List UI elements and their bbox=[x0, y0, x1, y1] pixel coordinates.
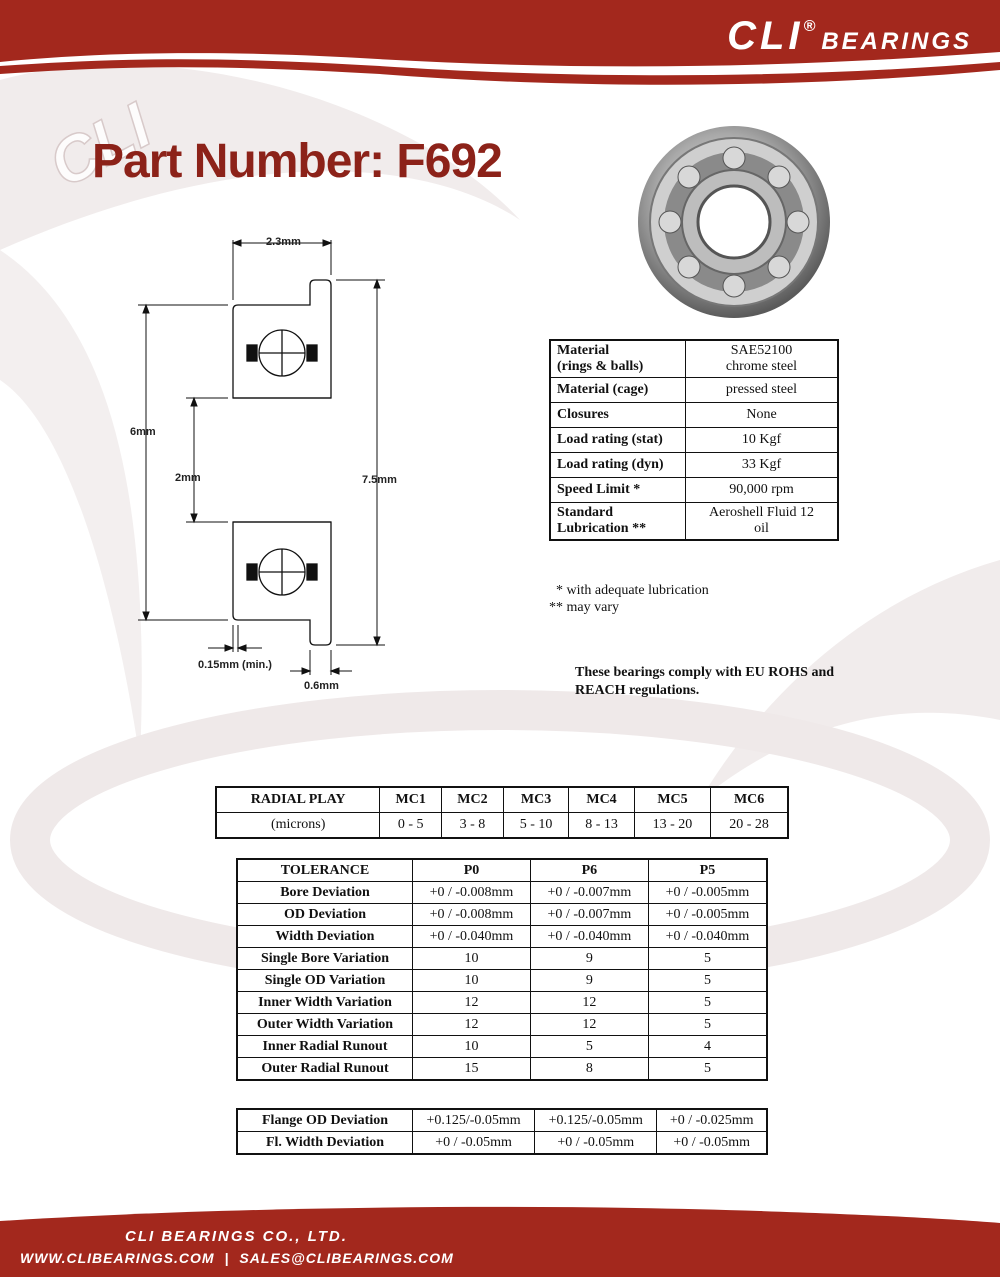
footer-website-link[interactable]: WWW.CLIBEARINGS.COM bbox=[20, 1250, 215, 1266]
spec-value: None bbox=[686, 403, 839, 428]
spec-key: Material (cage) bbox=[550, 378, 686, 403]
tolerance-value: +0 / -0.008mm bbox=[413, 882, 531, 904]
radial-play-value-cell: (microns) bbox=[216, 813, 380, 839]
dim-chamfer: 0.15mm (min.) bbox=[198, 659, 272, 671]
brand-name: CLI bbox=[727, 14, 804, 58]
tolerance-row bbox=[237, 948, 767, 970]
radial-play-value-cell: 20 - 28 bbox=[711, 813, 788, 839]
dim-flange-diameter: 7.5mm bbox=[362, 474, 397, 486]
tolerance-value: +0 / -0.040mm bbox=[530, 926, 648, 948]
spec-key: Load rating (dyn) bbox=[550, 453, 686, 478]
flange-tolerance-table bbox=[236, 1108, 768, 1155]
page-title: Part Number: F692 bbox=[92, 135, 502, 188]
spec-row bbox=[550, 378, 838, 403]
tolerance-row bbox=[237, 1014, 767, 1036]
spec-row bbox=[550, 503, 838, 541]
radial-play-header-cell: MC3 bbox=[503, 787, 568, 813]
tolerance-row bbox=[237, 992, 767, 1014]
dim-bore: 2mm bbox=[175, 472, 201, 484]
radial-play-header-cell: MC2 bbox=[442, 787, 504, 813]
spec-value: 33 Kgf bbox=[686, 453, 839, 478]
tolerance-value: 12 bbox=[413, 992, 531, 1014]
radial-play-header-cell: MC6 bbox=[711, 787, 788, 813]
tolerance-value: +0 / -0.05mm bbox=[657, 1132, 767, 1155]
registered-mark: ® bbox=[803, 18, 816, 35]
note-may-vary: ** may vary bbox=[549, 600, 619, 615]
tolerance-value: +0 / -0.008mm bbox=[413, 904, 531, 926]
radial-play-header-cell: RADIAL PLAY bbox=[216, 787, 380, 813]
tolerance-value: +0.125/-0.05mm bbox=[413, 1109, 535, 1132]
tolerance-value: 5 bbox=[530, 1036, 648, 1058]
radial-play-header-cell: MC5 bbox=[634, 787, 710, 813]
flange-tolerance-row bbox=[237, 1132, 767, 1155]
tolerance-header-cell: P5 bbox=[648, 859, 767, 882]
tolerance-value: +0 / -0.005mm bbox=[648, 904, 767, 926]
tolerance-value: 5 bbox=[648, 1014, 767, 1036]
tolerance-value: 5 bbox=[648, 992, 767, 1014]
spec-row bbox=[550, 478, 838, 503]
tolerance-value: +0 / -0.007mm bbox=[530, 882, 648, 904]
tolerance-header-row bbox=[237, 859, 767, 882]
tolerance-value: 10 bbox=[413, 948, 531, 970]
spec-value: 90,000 rpm bbox=[686, 478, 839, 503]
spec-key: Closures bbox=[550, 403, 686, 428]
tolerance-value: 15 bbox=[413, 1058, 531, 1081]
tolerance-value: +0 / -0.005mm bbox=[648, 882, 767, 904]
tolerance-value: 5 bbox=[648, 970, 767, 992]
tolerance-value: +0 / -0.040mm bbox=[413, 926, 531, 948]
tolerance-value: 9 bbox=[530, 948, 648, 970]
footer-company: CLI BEARINGS CO., LTD. bbox=[125, 1228, 348, 1245]
spec-row bbox=[550, 428, 838, 453]
tolerance-value: 4 bbox=[648, 1036, 767, 1058]
flange-tolerance-row bbox=[237, 1109, 767, 1132]
footer-separator: | bbox=[224, 1250, 230, 1266]
tolerance-label: Fl. Width Deviation bbox=[237, 1132, 413, 1155]
tolerance-value: +0.125/-0.05mm bbox=[535, 1109, 657, 1132]
compliance-note: These bearings comply with EU ROHS and REACH regulations. bbox=[575, 665, 835, 698]
tolerance-value: 5 bbox=[648, 948, 767, 970]
tolerance-label: Width Deviation bbox=[237, 926, 413, 948]
tolerance-value: +0 / -0.040mm bbox=[648, 926, 767, 948]
tolerance-label: Inner Width Variation bbox=[237, 992, 413, 1014]
tolerance-label: Bore Deviation bbox=[237, 882, 413, 904]
footer-contact bbox=[20, 1250, 454, 1266]
tolerance-value: 8 bbox=[530, 1058, 648, 1081]
note-lubrication: * with adequate lubrication bbox=[556, 583, 709, 598]
footer-email-link[interactable]: SALES@CLIBEARINGS.COM bbox=[239, 1250, 454, 1266]
tolerance-label: Outer Width Variation bbox=[237, 1014, 413, 1036]
dim-width: 2.3mm bbox=[266, 236, 301, 248]
radial-play-values-row bbox=[216, 813, 788, 839]
tolerance-row bbox=[237, 926, 767, 948]
tolerance-label: OD Deviation bbox=[237, 904, 413, 926]
spec-key: Material (rings & balls) bbox=[550, 340, 686, 378]
dim-flange-width: 0.6mm bbox=[304, 680, 339, 692]
tolerance-value: 9 bbox=[530, 970, 648, 992]
tolerance-header-cell: P6 bbox=[530, 859, 648, 882]
spec-key: Speed Limit * bbox=[550, 478, 686, 503]
tolerance-row bbox=[237, 970, 767, 992]
tolerance-value: +0 / -0.025mm bbox=[657, 1109, 767, 1132]
spec-value: 10 Kgf bbox=[686, 428, 839, 453]
tolerance-value: +0 / -0.05mm bbox=[535, 1132, 657, 1155]
radial-play-header-cell: MC4 bbox=[569, 787, 634, 813]
tolerance-row bbox=[237, 904, 767, 926]
tolerance-value: 12 bbox=[530, 992, 648, 1014]
tolerance-value: 10 bbox=[413, 1036, 531, 1058]
tolerance-value: 12 bbox=[413, 1014, 531, 1036]
dim-outer-diameter: 6mm bbox=[130, 426, 156, 438]
tolerance-header-cell: TOLERANCE bbox=[237, 859, 413, 882]
radial-play-value-cell: 0 - 5 bbox=[380, 813, 442, 839]
tolerance-value: 12 bbox=[530, 1014, 648, 1036]
spec-table bbox=[549, 339, 839, 541]
radial-play-value-cell: 3 - 8 bbox=[442, 813, 504, 839]
spec-value: SAE52100 chrome steel bbox=[686, 340, 839, 378]
tolerance-row bbox=[237, 882, 767, 904]
tolerance-value: 10 bbox=[413, 970, 531, 992]
radial-play-value-cell: 5 - 10 bbox=[503, 813, 568, 839]
tolerance-table bbox=[236, 858, 768, 1081]
tolerance-label: Single Bore Variation bbox=[237, 948, 413, 970]
watermark-cli-text: CLI bbox=[37, 89, 163, 202]
spec-row bbox=[550, 453, 838, 478]
tolerance-value: 5 bbox=[648, 1058, 767, 1081]
tolerance-label: Inner Radial Runout bbox=[237, 1036, 413, 1058]
radial-play-header-cell: MC1 bbox=[380, 787, 442, 813]
spec-value: Aeroshell Fluid 12 oil bbox=[686, 503, 839, 541]
tolerance-value: +0 / -0.05mm bbox=[413, 1132, 535, 1155]
radial-play-value-cell: 8 - 13 bbox=[569, 813, 634, 839]
tolerance-label: Single OD Variation bbox=[237, 970, 413, 992]
brand-suffix: BEARINGS bbox=[821, 28, 972, 55]
radial-play-table bbox=[215, 786, 789, 839]
spec-row bbox=[550, 403, 838, 428]
tolerance-header-cell: P0 bbox=[413, 859, 531, 882]
bearing-photo bbox=[636, 124, 832, 320]
tolerance-value: +0 / -0.007mm bbox=[530, 904, 648, 926]
radial-play-value-cell: 13 - 20 bbox=[634, 813, 710, 839]
spec-key: Load rating (stat) bbox=[550, 428, 686, 453]
spec-key: Standard Lubrication ** bbox=[550, 503, 686, 541]
tolerance-row bbox=[237, 1036, 767, 1058]
spec-value: pressed steel bbox=[686, 378, 839, 403]
tolerance-label: Outer Radial Runout bbox=[237, 1058, 413, 1081]
tolerance-label: Flange OD Deviation bbox=[237, 1109, 413, 1132]
spec-row bbox=[550, 340, 838, 378]
radial-play-header-row bbox=[216, 787, 788, 813]
tolerance-row bbox=[237, 1058, 767, 1081]
